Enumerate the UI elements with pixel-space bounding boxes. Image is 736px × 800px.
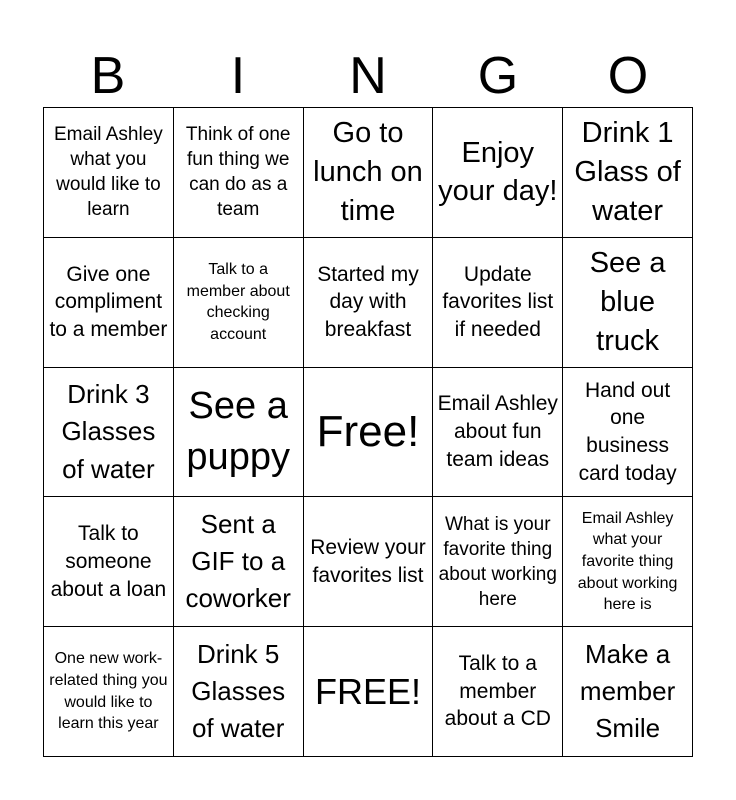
bingo-cell[interactable] — [44, 238, 174, 368]
cell-text: Think of one fun thing we can do as a team — [185, 124, 291, 221]
bingo-cell[interactable] — [433, 108, 563, 238]
cell-text: Talk to someone about a loan — [50, 522, 167, 601]
header-letter-b: B — [90, 47, 126, 105]
bingo-cell[interactable] — [44, 108, 174, 238]
cell-text: Free! — [316, 406, 420, 456]
bingo-cell[interactable] — [174, 497, 304, 627]
bingo-cell[interactable] — [174, 238, 304, 368]
cell-text: Talk to a member about a CD — [444, 652, 551, 731]
cell-text: FREE! — [314, 671, 421, 712]
cell-text: See a puppy — [186, 384, 290, 478]
free-space-cell[interactable] — [304, 368, 434, 498]
bingo-cell[interactable] — [304, 238, 434, 368]
bingo-cell[interactable] — [174, 627, 304, 757]
bingo-board — [43, 107, 693, 757]
cell-text: Talk to a member about checking account — [186, 261, 290, 343]
header-letter-g: G — [477, 47, 519, 105]
cell-text: Make a member Smile — [579, 638, 676, 744]
bingo-cell[interactable] — [174, 108, 304, 238]
cell-text: Drink 5 Glasses of water — [191, 638, 286, 744]
cell-text: Review your favorites list — [310, 536, 426, 587]
cell-text: Update favorites list if needed — [442, 262, 554, 342]
cell-text: Drink 1 Glass of water — [574, 117, 681, 227]
cell-text: Email Ashley what your favorite thing about working here is — [577, 509, 678, 614]
bingo-cell[interactable] — [563, 497, 693, 627]
bingo-header — [43, 44, 693, 108]
header-letter-o: O — [607, 47, 649, 105]
bingo-cell[interactable] — [304, 497, 434, 627]
bingo-cell[interactable] — [433, 368, 563, 498]
cell-text: See a blue truck — [589, 246, 666, 357]
cell-text: Email Ashley what you would like to learn — [54, 124, 163, 221]
bingo-cell[interactable] — [174, 368, 304, 498]
bingo-cell[interactable] — [44, 497, 174, 627]
cell-text: Hand out one business card today — [578, 378, 677, 485]
bingo-cell[interactable] — [304, 108, 434, 238]
cell-text: What is your favorite thing about working here — [438, 513, 557, 610]
bingo-cell[interactable] — [563, 368, 693, 498]
bingo-cell[interactable] — [563, 238, 693, 368]
cell-text: Drink 3 Glasses of water — [61, 379, 156, 484]
header-letter-i: I — [230, 47, 246, 105]
bingo-cell[interactable] — [433, 238, 563, 368]
cell-text: Started my day with breakfast — [317, 262, 419, 342]
cell-text: Give one compliment to a member — [49, 262, 168, 342]
bingo-cell[interactable] — [433, 627, 563, 757]
bingo-cell[interactable] — [44, 368, 174, 498]
free-space-cell[interactable] — [304, 627, 434, 757]
bingo-cell[interactable] — [563, 627, 693, 757]
bingo-cell[interactable] — [433, 497, 563, 627]
bingo-cell[interactable] — [563, 108, 693, 238]
bingo-cell[interactable] — [44, 627, 174, 757]
cell-text: Go to lunch on time — [313, 117, 423, 227]
cell-text: Sent a GIF to a coworker — [185, 509, 291, 614]
cell-text: Enjoy your day! — [438, 136, 558, 208]
cell-text: Email Ashley about fun team ideas — [437, 392, 558, 471]
header-letter-n: N — [349, 47, 387, 105]
cell-text: One new work-related thing you would like to learn this year — [49, 650, 168, 733]
